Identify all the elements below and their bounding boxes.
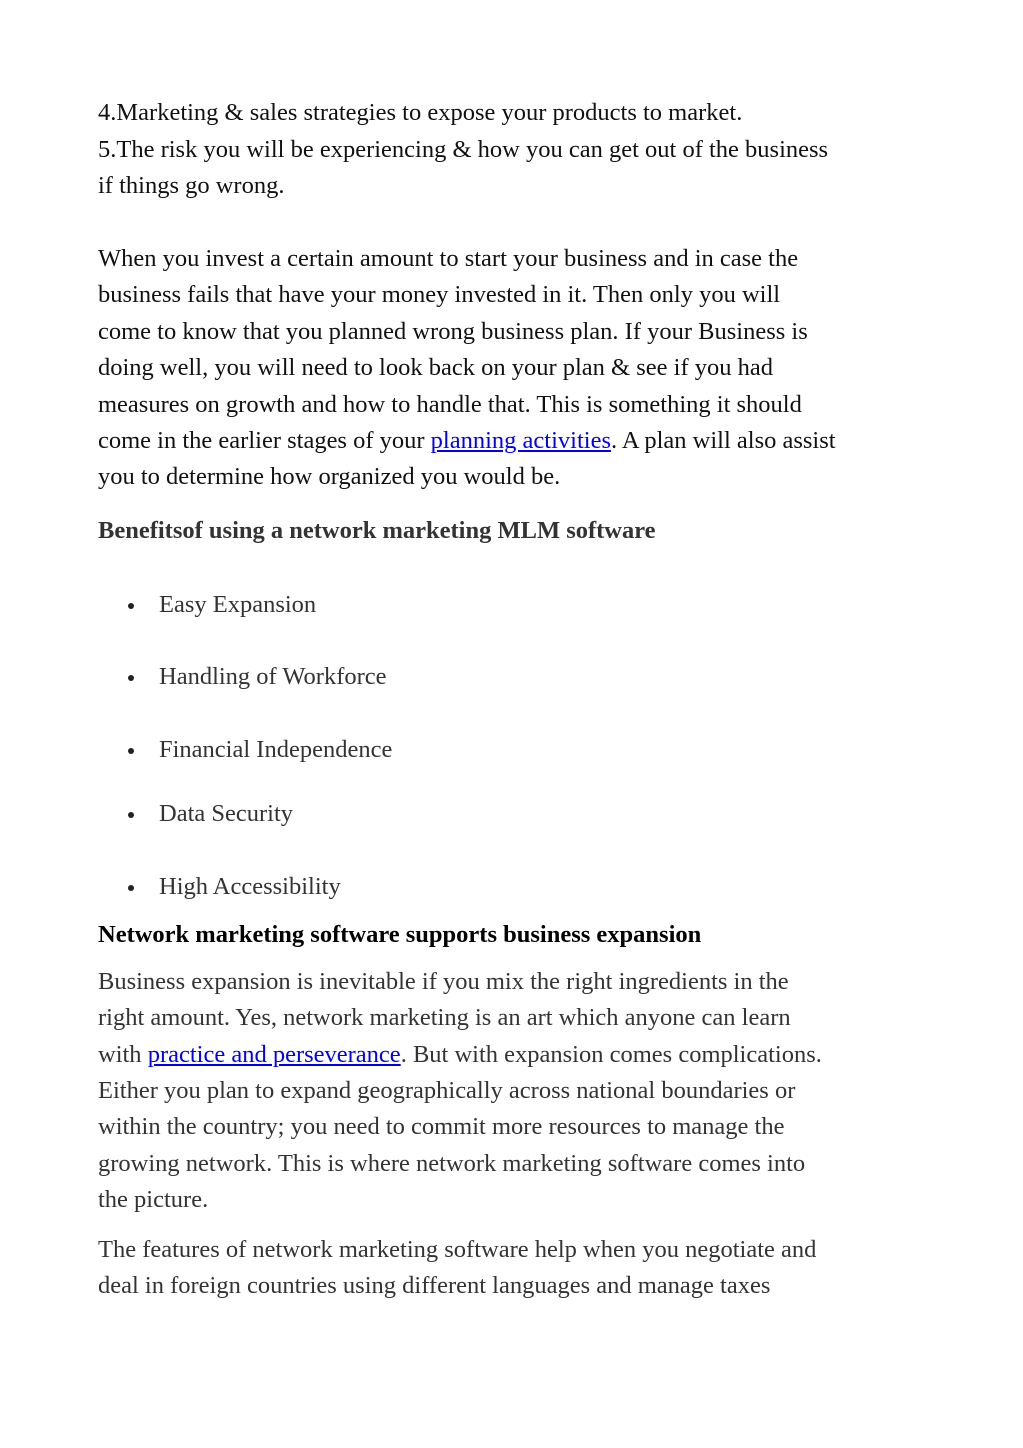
paragraph-line: the picture.: [98, 1186, 209, 1213]
paragraph-line: doing well, you will need to look back on your plan & see if you had: [98, 354, 773, 381]
list-item-label: Handling of Workforce: [159, 663, 387, 690]
bullet-icon: [128, 675, 134, 681]
paragraph-line: within the country; you need to commit more resources to manage the: [98, 1113, 785, 1140]
bullet-icon: [128, 885, 134, 891]
bullet-icon: [128, 748, 134, 754]
paragraph-text: . But with expansion comes complications.: [400, 1041, 822, 1068]
paragraph-line: come to know that you planned wrong business plan. If your Business is: [98, 318, 808, 345]
paragraph-line: growing network. This is where network marketing software comes into: [98, 1150, 806, 1177]
paragraph-line-with-link: [98, 1040, 822, 1070]
paragraph-line: business fails that have your money invested in it. Then only you will: [98, 281, 781, 308]
benefits-heading: Benefitsof using a network marketing MLM software: [98, 517, 656, 544]
list-item-label: High Accessibility: [159, 873, 341, 900]
paragraph-line: Either you plan to expand geographically across national boundaries or: [98, 1077, 796, 1104]
list-item-label: Easy Expansion: [159, 591, 317, 618]
practice-and-perseverance-link[interactable]: practice and perseverance: [147, 1041, 401, 1068]
list-item-4: 4.Marketing & sales strategies to expose your products to market.: [98, 99, 743, 126]
paragraph-text: with: [98, 1041, 148, 1068]
expansion-heading: Network marketing software supports business expansion: [98, 921, 702, 948]
paragraph-line: right amount. Yes, network marketing is an art which anyone can learn: [98, 1004, 791, 1031]
paragraph-line-with-link: [98, 426, 836, 456]
bullet-icon: [128, 812, 134, 818]
planning-activities-link[interactable]: planning activities: [430, 427, 611, 454]
bullet-icon: [128, 603, 134, 609]
paragraph-line: deal in foreign countries using different languages and manage taxes: [98, 1272, 771, 1299]
paragraph-line: The features of network marketing software help when you negotiate and: [98, 1236, 817, 1263]
paragraph-line: measures on growth and how to handle that. This is something it should: [98, 391, 802, 418]
list-item-label: Data Security: [159, 800, 294, 827]
paragraph-line: When you invest a certain amount to start your business and in case the: [98, 245, 799, 272]
list-item-label: Financial Independence: [159, 736, 393, 763]
list-item-5-continued: if things go wrong.: [98, 172, 285, 199]
paragraph-line: you to determine how organized you would be.: [98, 463, 561, 490]
list-item-5: 5.The risk you will be experiencing & how you can get out of the business: [98, 136, 829, 163]
paragraph-text: . A plan will also assist: [610, 427, 836, 454]
paragraph-line: Business expansion is inevitable if you mix the right ingredients in the: [98, 968, 789, 995]
paragraph-text: come in the earlier stages of your: [98, 427, 431, 454]
